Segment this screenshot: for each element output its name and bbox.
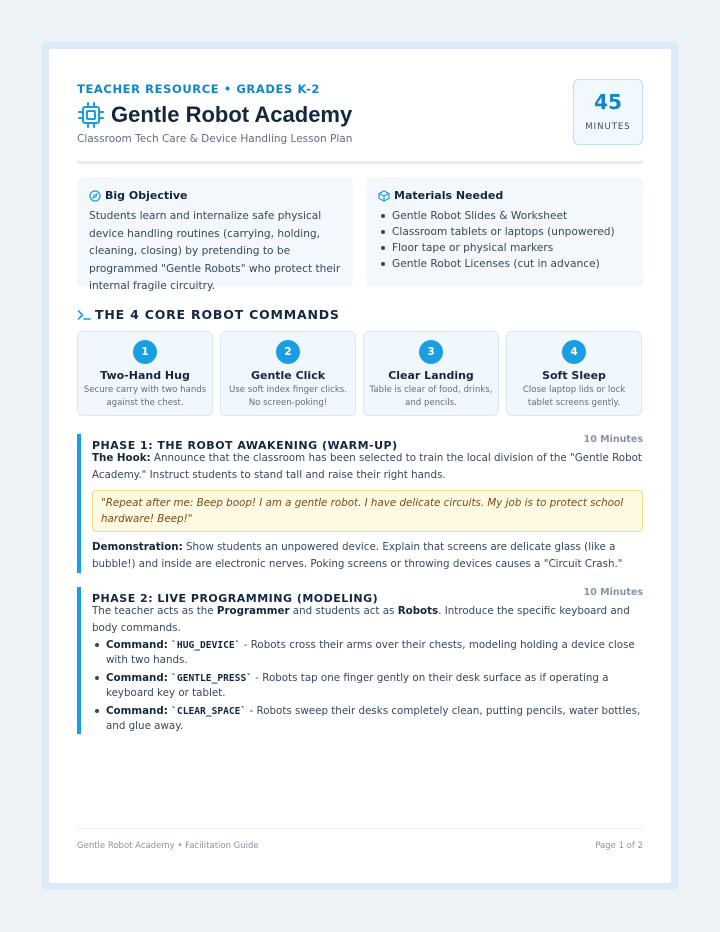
footer-guide-label: Gentle Robot Academy • Facilitation Guide <box>77 841 259 851</box>
command-label: Command: <box>106 705 168 717</box>
objective-card <box>77 177 353 292</box>
page-title: Gentle Robot Academy <box>111 102 353 127</box>
commands-section-label: THE 4 CORE ROBOT COMMANDS <box>95 307 340 322</box>
command-description: Use soft index finger clicks. No screen-poking! <box>228 385 348 408</box>
phase-title: PHASE 2: LIVE PROGRAMMING (MODELING) <box>92 592 379 605</box>
phase-title: PHASE 1: THE ROBOT AWAKENING (WARM-UP) <box>92 439 398 452</box>
command-name: Two-Hand Hug <box>100 369 190 382</box>
chip-icon <box>77 101 105 129</box>
command-text: - Robots tap one finger gently on their desk surface as if operating a keyboard key or tablet. <box>106 672 609 699</box>
intro-text: and students act as <box>289 605 398 617</box>
list-item: Classroom tablets or laptops (unpowered) <box>378 224 631 240</box>
command-list <box>92 638 643 733</box>
list-item: Gentle Robot Slides & Worksheet <box>378 208 631 224</box>
page-number: Page 1 of 2 <box>595 841 643 851</box>
command-label: Command: <box>106 639 168 651</box>
programmer-term: Programmer <box>216 605 290 617</box>
command-text: - Robots sweep their desks completely clean, putting pencils, water bottles, and glue away. <box>106 705 641 732</box>
command-number: 4 <box>562 340 586 364</box>
phase-duration: 10 Minutes <box>583 434 643 445</box>
command-code: `CLEAR_SPACE` <box>171 706 247 717</box>
eyebrow-label: TEACHER RESOURCE • GRADES K-2 <box>77 82 320 96</box>
robots-term: Robots <box>397 605 439 617</box>
chant-quote: "Repeat after me: Beep boop! I am a gentle robot. I have delicate circuits. My job is to protect school hardware! Beep!" <box>92 490 643 532</box>
list-item: Gentle Robot Licenses (cut in advance) <box>378 256 631 272</box>
command-card-3 <box>363 331 499 416</box>
objective-heading <box>89 189 341 202</box>
demo-paragraph <box>92 539 643 573</box>
intro-paragraph <box>92 603 643 637</box>
command-number: 3 <box>419 340 443 364</box>
phase-header <box>92 434 643 450</box>
list-item <box>92 704 643 733</box>
intro-text: The teacher acts as the <box>92 605 217 617</box>
phase-2-section <box>77 587 643 734</box>
demo-label: Demonstration: <box>92 541 183 553</box>
duration-value: 45 <box>594 90 622 114</box>
command-description: Table is clear of food, drinks, and pencils. <box>369 385 493 408</box>
command-number: 2 <box>276 340 300 364</box>
list-item <box>92 638 643 667</box>
command-text: - Robots cross their arms over their chests, modeling holding a device close with two hands. <box>106 639 635 666</box>
hook-label: The Hook: <box>92 452 151 464</box>
command-name: Soft Sleep <box>542 369 606 382</box>
title-row <box>77 101 352 129</box>
materials-heading <box>378 189 631 202</box>
command-card-4 <box>506 331 642 416</box>
document-page <box>49 49 671 883</box>
intro-text: . Introduce the specific keyboard and body commands. <box>92 605 630 634</box>
command-name: Clear Landing <box>388 369 474 382</box>
phase-header <box>92 587 643 603</box>
command-description: Secure carry with two hands against the chest. <box>83 385 207 408</box>
terminal-icon <box>77 309 91 321</box>
command-card-2 <box>220 331 356 416</box>
header-divider <box>77 161 643 164</box>
materials-heading-label: Materials Needed <box>394 189 504 202</box>
command-label: Command: <box>106 672 168 684</box>
command-code: `GENTLE_PRESS` <box>171 673 253 684</box>
duration-unit: MINUTES <box>585 122 631 132</box>
footer-divider <box>77 828 643 829</box>
hook-paragraph <box>92 450 643 484</box>
hook-text: Announce that the classroom has been selected to train the local division of the "Gentle Robot Academy." Instruct students to stand tall and raise their right hands. <box>92 452 642 481</box>
objective-text: Students learn and internalize safe physical device handling routines (carrying, holding, cleaning, closing) by pretending to be programmed "Gentle Robots" who protect their internal fragile circuitry. <box>89 210 341 292</box>
command-card-1 <box>77 331 213 416</box>
page-subtitle: Classroom Tech Care & Device Handling Lesson Plan <box>77 133 353 145</box>
list-item: Floor tape or physical markers <box>378 240 631 256</box>
command-name: Gentle Click <box>250 369 326 382</box>
command-description: Close laptop lids or lock tablet screens gently. <box>522 385 626 408</box>
phase-duration: 10 Minutes <box>583 587 643 598</box>
list-item <box>92 671 643 700</box>
objective-heading-label: Big Objective <box>105 189 188 202</box>
materials-card <box>366 177 643 287</box>
command-number: 1 <box>133 340 157 364</box>
commands-section-title <box>77 307 340 322</box>
materials-list <box>378 208 631 272</box>
box-icon <box>378 190 390 202</box>
command-code: `HUG_DEVICE` <box>171 640 241 651</box>
duration-badge <box>573 79 643 145</box>
phase-1-section <box>77 434 643 573</box>
header <box>77 79 643 167</box>
demo-text: Show students an unpowered device. Explain that screens are delicate glass (like a bubble!) and inside are electronic nerves. Poking screens or throwing devices causes a "Circuit Crash." <box>92 541 623 570</box>
compass-icon <box>89 190 101 202</box>
